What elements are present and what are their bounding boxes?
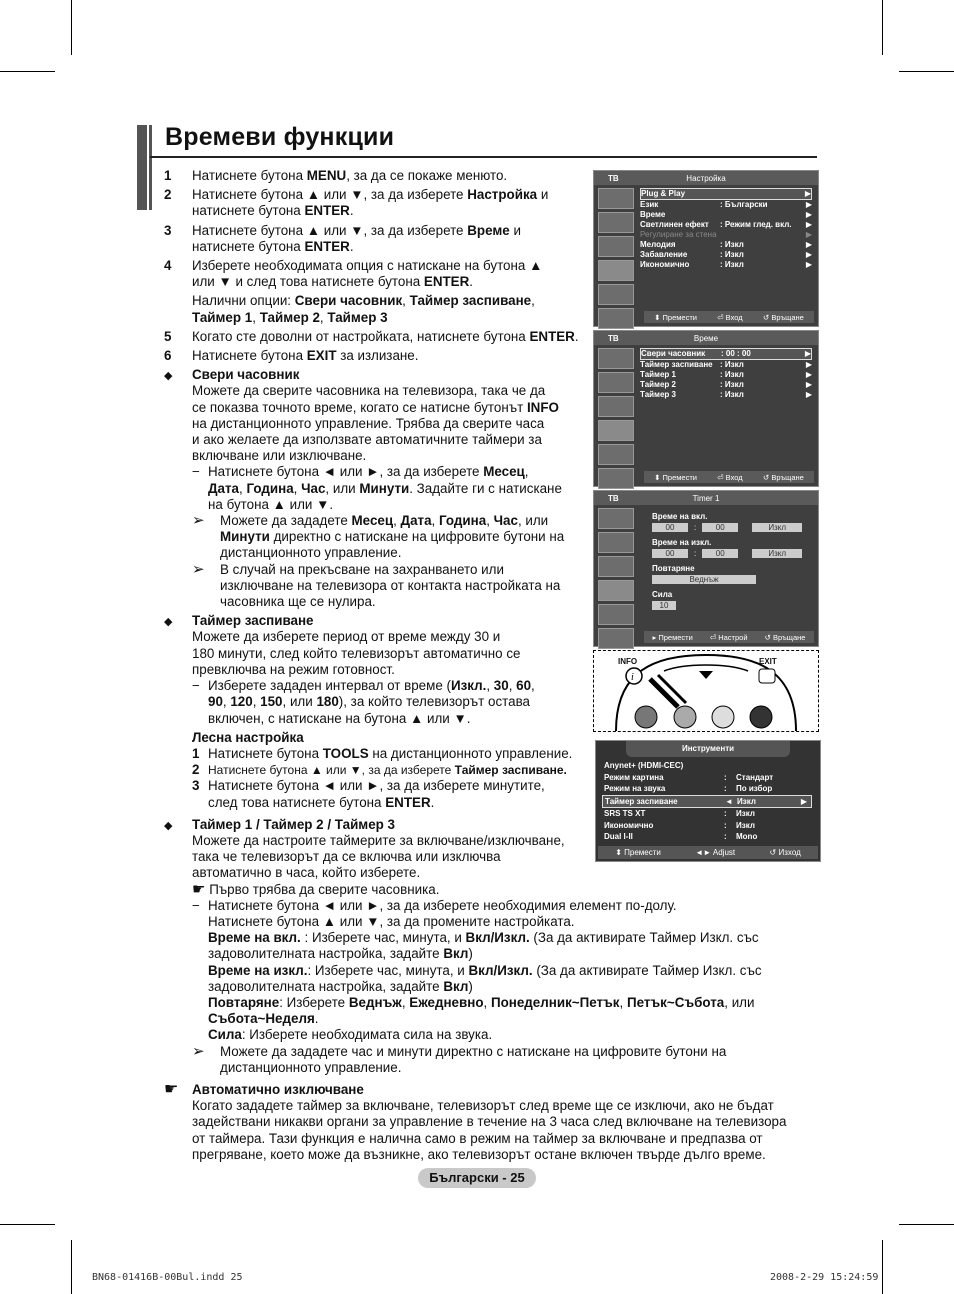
menu-item[interactable]: Свери часовник : 00 : 00 ▶: [641, 349, 811, 358]
sound-icon: [598, 372, 634, 393]
exit-button: EXIT: [759, 657, 777, 666]
input-icon: [598, 284, 634, 305]
setup-icon: [598, 420, 634, 441]
timers-dash: − Натиснете бутона ◄ или ►, за да изберете необходимия елемент по-долу. Натиснете бутона ▲ или ▼, за да промените настройката. Време на вкл. : Изберете час, минута, и Вкл/Изкл. (За да активирате Таймер Изкл. със задоволителната настройка, задайте Вкл) Време на изкл.: Изберете час, минута, и Вкл/Изкл. (За да активирате Таймер Изкл. със задоволителната настройка, задайте Вкл) Повтаряне: Изберете Веднъж, Ежедневно, Понеделник~Петък, Петък~Събота, или Събота~Неделя. Сила: Изберете необходимата сила на звука.: [192, 897, 762, 1043]
menu-item[interactable]: Мелодия : Изкл ▶: [640, 240, 812, 249]
tools-item[interactable]: Таймер заспиване ◄ Изкл ▶: [602, 795, 812, 809]
date-slug: 2008-2-29 15:24:59: [770, 1272, 879, 1283]
step-3: 3 Натиснете бутона ▲ или ▼, за да изберете Време и натиснете бутона ENTER.: [164, 222, 521, 254]
diamond-icon: ◆: [164, 819, 173, 832]
crop-mark: [0, 1224, 55, 1225]
menu-item[interactable]: Забавление : Изкл ▶: [640, 250, 812, 259]
remote-closeup: [593, 650, 819, 732]
menu-item[interactable]: Таймер 3 : Изкл ▶: [640, 390, 812, 399]
easy-setup-heading: Лесна настройка: [192, 729, 304, 745]
section-timers: ◆ Таймер 1 / Таймер 2 / Таймер 3 Можете да настроите таймерите за включване/изключване, така че телевизорът да се включва или изключва автоматично в часа, който изберете. ☛ Първо трябва да сверите часовника.: [164, 816, 565, 898]
menu-sidebar: [598, 348, 634, 492]
menu-item[interactable]: Таймер 2 : Изкл ▶: [640, 380, 812, 389]
diamond-icon: ◆: [164, 616, 173, 629]
arrow-right-icon: ▶: [805, 390, 812, 399]
page-title: Времеви функции: [165, 123, 395, 151]
menu-item[interactable]: Светлинен ефект : Режим глед. вкл. ▶: [640, 220, 812, 229]
picture-icon: [598, 188, 634, 209]
application-icon: [598, 308, 634, 329]
tools-item[interactable]: Dual l-ll : Mono: [604, 832, 758, 841]
arrow-right-icon: ▶: [805, 210, 812, 219]
page-number: Български - 25: [418, 1168, 536, 1188]
section-auto-off: ☛ Автоматично изключване Когато зададете таймер за включване, телевизорът след време ще се изключи, ако не бъдат задействани никакви органи за управление в течение на 3 часа след включване на телевизора от таймера. Тази функция е налична само в режим на таймер за включване и предпазва от прегряване, което може да възникне, ако телевизорът остане включен твърде дълго време.: [164, 1080, 787, 1162]
arrow-right-icon: ▶: [805, 240, 812, 249]
picture-icon: [598, 348, 634, 369]
arrow-right-icon: ▶: [805, 220, 812, 229]
crop-mark: [882, 1240, 883, 1294]
step-4: 4 Изберете необходимата опция с натискане на бутона ▲ или ▼ и след това натиснете бутона ENTER.: [164, 258, 543, 290]
channel-icon: [598, 236, 634, 257]
sound-icon: [598, 532, 634, 553]
available-options: Налични опции: Свери часовник, Таймер заспиване, Таймер 1, Таймер 2, Таймер 3: [192, 293, 535, 325]
easy-step-2: 2 Натиснете бутона ▲ или ▼, за да изберете Таймер заспиване.: [192, 762, 567, 778]
setup-icon: [598, 260, 634, 281]
section-sleep: ◆ Таймер заспиване Можете да изберете период от време между 30 и 180 минути, след който телевизорът автоматично се превключва на режим готовност.: [164, 613, 521, 677]
menu-item[interactable]: Регулиране за стена ▶: [640, 230, 812, 239]
sleep-dash: − Изберете зададен интервал от време (Изкл., 30, 60, 90, 120, 150, или 180), за който телевизорът остава включен, с натискане на бутона ▲ или ▼.: [192, 678, 535, 726]
menu-item[interactable]: Език : Български ▶: [640, 200, 812, 209]
crop-mark: [899, 71, 954, 72]
step-2: 2 Натиснете бутона ▲ или ▼, за да изберете Настройка и натиснете бутона ENTER.: [164, 187, 549, 219]
menu-item[interactable]: Таймер 1 : Изкл ▶: [640, 370, 812, 379]
crop-mark: [882, 0, 883, 55]
clock-dash: − Натиснете бутона ◄ или ►, за да изберете Месец, Дата, Година, Час, или Минути. Задайте ги с натискане на бутона ▲ или ▼.: [192, 464, 562, 512]
arrow-right-icon: ▶: [805, 200, 812, 209]
tools-item[interactable]: Режим на звука : По избор: [604, 784, 773, 793]
picture-icon: [598, 508, 634, 529]
sound-icon: [598, 212, 634, 233]
step-6: 6 Натиснете бутона EXIT за излизане.: [164, 348, 419, 364]
arrow-right-icon: ▶: [805, 370, 812, 379]
crop-mark: [0, 71, 55, 72]
application-icon: [598, 628, 634, 649]
tools-item[interactable]: Режим картина : Стандарт: [604, 772, 774, 782]
tools-item[interactable]: Икономично : Изкл: [604, 820, 755, 830]
file-slug: BN68-01416B-00Bul.indd 25: [92, 1272, 243, 1283]
input-icon: [598, 444, 634, 465]
title-accent: [137, 125, 147, 210]
channel-icon: [598, 396, 634, 417]
clock-note-1: ➢ Можете да зададете Месец, Дата, Година, Час, или Минути директно с натискане на цифровите бутони на дистанционното управление.: [192, 512, 565, 561]
arrow-right-icon: ▶: [805, 360, 812, 369]
input-icon: [598, 604, 634, 625]
diamond-icon: ◆: [164, 370, 173, 383]
channel-icon: [598, 556, 634, 577]
arrow-right-icon: ▶: [800, 796, 807, 806]
arrow-right-icon: ▶: [805, 230, 812, 239]
section-clock: ◆ Свери часовник Можете да сверите часовника на телевизора, така че да се показва точното време, когато се натисне бутонът INFO на дистанционното управление. Трябва да сверите часа и ако желаете да използвате автоматичните таймери за включване или изключване.: [164, 367, 559, 464]
arrow-right-icon: ▶: [804, 349, 811, 358]
arrow-note-icon: ➢: [192, 512, 205, 530]
hand-icon: ☛: [164, 1080, 179, 1098]
arrow-right-icon: ▶: [805, 380, 812, 389]
step-5: 5 Когато сте доволни от настройката, натиснете бутона ENTER.: [164, 328, 579, 344]
easy-step-3: 3 Натиснете бутона ◄ или ►, за да изберете минутите, след това натиснете бутона ENTER.: [192, 778, 545, 810]
screen-setup: ТВ Настройка Plug & Play ▶ Език : Български ▶ Време ▶ Светлинен ефект : Режим глед. вкл. ▶ Регулиране за стена ▶ Мелодия : Изкл ▶ Забавление : Изкл ▶ Икономично : Изкл ▶ ⬍ Премести ⏎ Вход ↺ Връщане: [593, 170, 819, 327]
application-icon: [598, 468, 634, 489]
hand-icon: ☛: [192, 880, 206, 898]
tools-item[interactable]: SRS TS XT : Изкл: [604, 809, 755, 818]
arrow-note-icon: ➢: [192, 1042, 205, 1060]
easy-step-1: 1 Натиснете бутона TOOLS на дистанционното управление.: [192, 745, 573, 761]
menu-item[interactable]: Plug & Play ▶: [641, 189, 811, 198]
arrow-note-icon: ➢: [192, 560, 205, 578]
crop-mark: [71, 1240, 72, 1294]
menu-item[interactable]: Таймер заспиване : Изкл ▶: [640, 360, 812, 369]
menu-sidebar: [598, 188, 634, 332]
title-accent: [149, 125, 152, 210]
menu-item[interactable]: Икономично : Изкл ▶: [640, 260, 812, 269]
info-button: INFO: [618, 657, 638, 666]
screen-time: ТВ Време Свери часовник : 00 : 00 ▶ Таймер заспиване : Изкл ▶ Таймер 1 : Изкл ▶ Таймер 2 : Изкл ▶ Таймер 3 : Изкл ▶ ⬍ Премести ⏎ Вход ↺ Връщане: [593, 330, 819, 487]
arrow-right-icon: ▶: [805, 250, 812, 259]
tools-item[interactable]: Anynet+ (HDMI-CEC): [604, 761, 684, 770]
screen-timer1: ТВ Timer 1 Време на вкл. 00 : 00 Изкл Време на изкл. 00 : 00 Изкл Повтаряне Веднъж Сила 10 ▸ Премести ⏎ Настрой ↺ Връщане: [593, 490, 819, 647]
crop-mark: [899, 1224, 954, 1225]
arrow-right-icon: ▶: [804, 189, 811, 198]
timers-note: ➢ Можете да зададете час и минути директно с натискане на цифровите бутони на дистанционното управление.: [192, 1042, 727, 1075]
clock-note-2: ➢ В случай на прекъсване на захранването или изключване на телевизора от контакта настройката на часовника ще се нулира.: [192, 560, 561, 610]
menu-sidebar: [598, 508, 634, 652]
title-rule: [150, 156, 817, 158]
step-1: 1 Натиснете бутона MENU, за да се покаже менюто.: [164, 168, 508, 183]
crop-mark: [71, 0, 72, 55]
screen-tools: Инструменти Anynet+ (HDMI-CEC) Режим картина : Стандарт Режим на звука : По избор Таймер заспиване ◄ Изкл ▶ SRS TS XT : Изкл Икономично : Изкл Dual l-ll : Mono ⬍ Премести ◄► Adjust ↺ Изход: [595, 740, 821, 862]
menu-item[interactable]: Време ▶: [640, 210, 812, 219]
svg-text:i: i: [631, 672, 634, 683]
arrow-right-icon: ▶: [805, 260, 812, 269]
setup-icon: [598, 580, 634, 601]
